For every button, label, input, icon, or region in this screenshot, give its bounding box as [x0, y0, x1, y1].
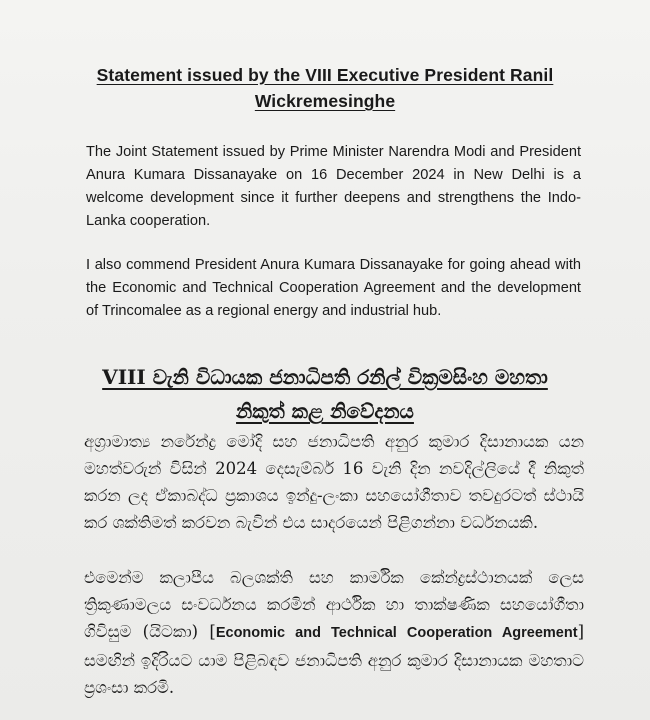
sinhala-title-line1: VIII වැනි විධායක ජනාධිපති රනිල් වික්‍රමසිංහ මහතා	[102, 365, 548, 389]
sinhala-title-line2: නිකුත් කළ නිවේදනය	[236, 399, 414, 423]
sinhala-title	[0, 360, 650, 428]
sinhala-paragraph-1: අග්‍රාමාත්‍ය නරේන්ද්‍ර මෝදි සහ ජනාධිපති අනුර කුමාර දිසානායක යන මහත්වරුන් විසින් 2024 දෙසැම්බර් 16 වැනි දින නවදිල්ලියේ දී නිකුත් කරන ලද ඒකාබද්ධ ප්‍රකාශය ඉන්දු-ලංකා සහයෝගීතාව තවදුරටත් ස්ථායි කර ශක්තිමත් කරවන බැවින් එය සාදරයෙන් පිළිගන්නා වර්ධනයකි.	[84, 432, 584, 532]
sinhala-paragraph-2-after: ] සමඟින් ඉදිරියට යාම පිළිබඳව ජනාධිපති අනුර කුමාර දිසානායක මහතාට ප්‍රශංසා කරමි.	[84, 622, 584, 697]
english-title-line2: Wickremesinghe	[254, 91, 396, 111]
sinhala-paragraph-2	[84, 564, 584, 701]
english-title	[0, 62, 650, 114]
sinhala-paragraph-2-before: එමෙන්ම කලාපීය බලශක්ති සහ කාර්මික කේන්ද්‍රස්ථානයක් ලෙස ත්‍රිකුණාමලය සංවර්ධනය කරමින් ආර්ථික හා තාක්ෂණික සහයෝගීතා ගිවිසුම (යිටකා) [	[84, 568, 584, 641]
english-title-line1: Statement issued by the VIII Executive President Ranil	[96, 65, 554, 85]
english-paragraph-1: The Joint Statement issued by Prime Minister Narendra Modi and President Anura Kumara Dissanayake on 16 December 2024 in New Delhi is a welcome development since it further deepens and strengthens the Indo-Lanka cooperation.	[86, 144, 581, 229]
english-paragraph-2: I also commend President Anura Kumara Dissanayake for going ahead with the Economic and Technical Cooperation Agreement and the development of Trincomalee as a regional energy and industrial hub.	[86, 257, 581, 319]
sinhala-paragraph-2-english: Economic and Technical Cooperation Agreement	[215, 625, 578, 641]
